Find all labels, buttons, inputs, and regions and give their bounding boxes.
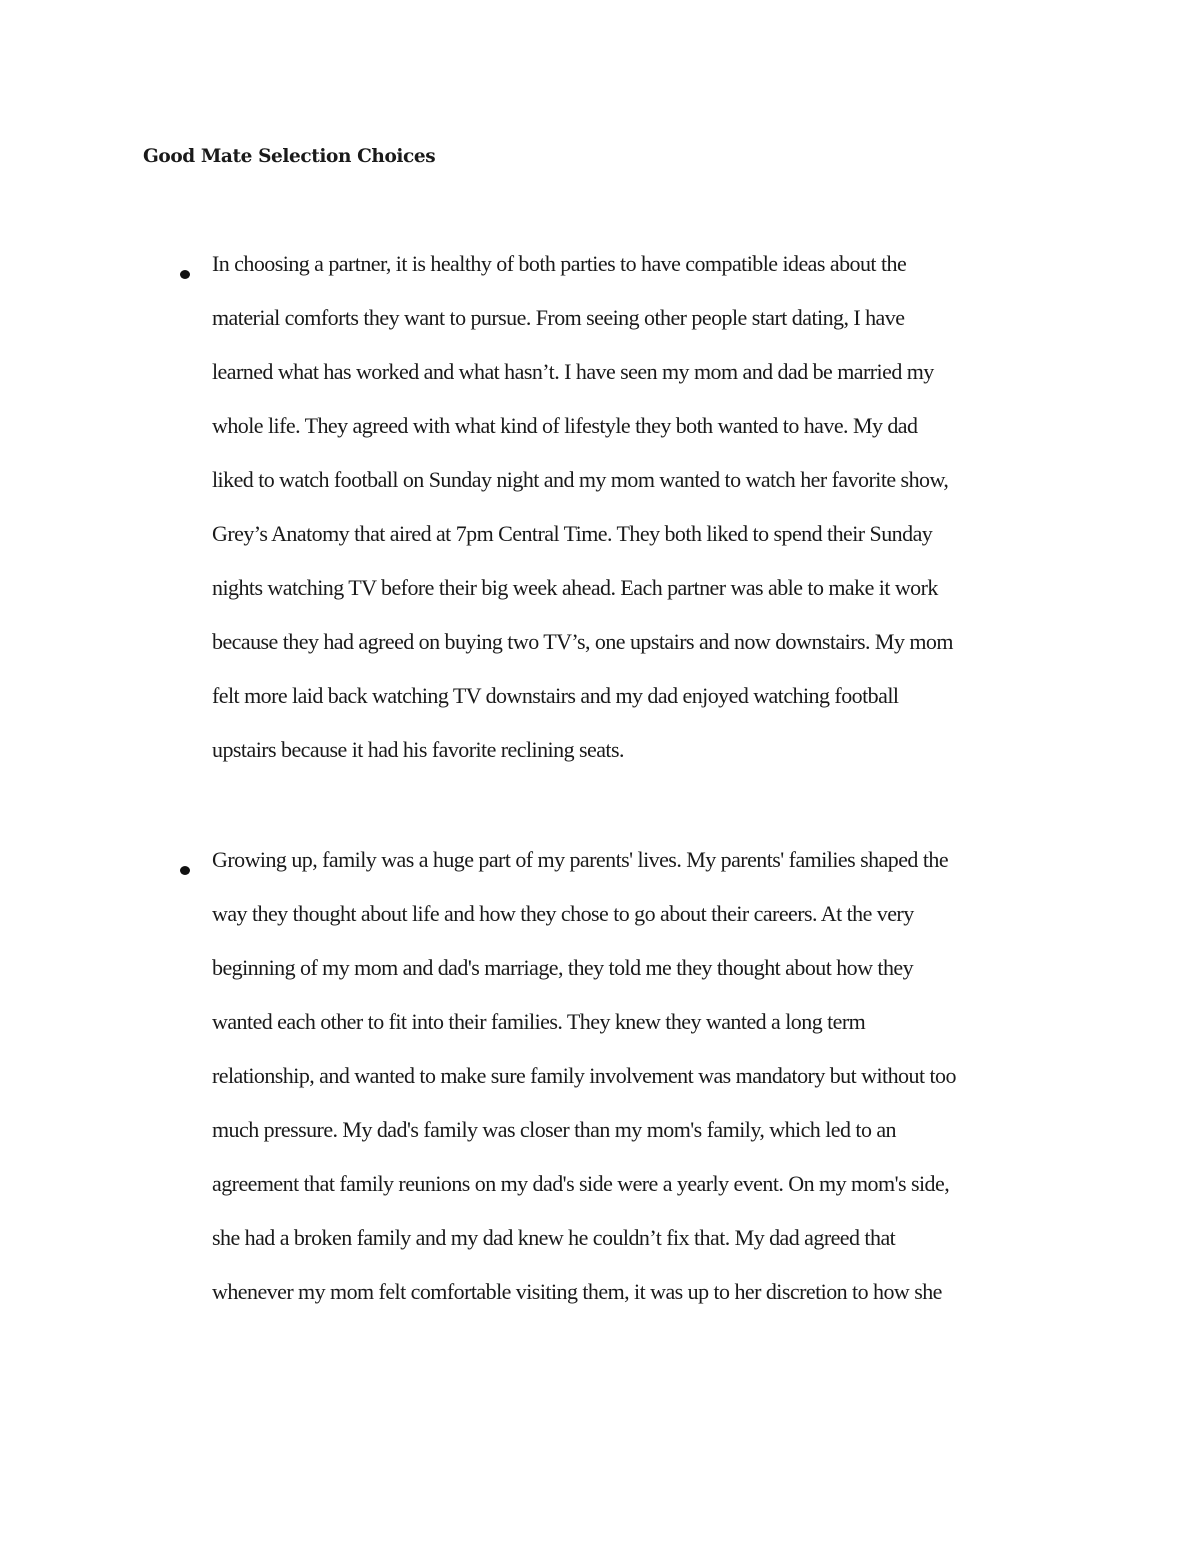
text-line: way they thought about life and how they chose to go about their careers. At the very [212, 901, 914, 926]
text-line: liked to watch football on Sunday night and my mom wanted to watch her favorite show, [212, 467, 949, 492]
text-line: whenever my mom felt comfortable visiting them, it was up to her discretion to how she [212, 1279, 942, 1304]
text-line: much pressure. My dad's family was closer than my mom's family, which led to an [212, 1117, 897, 1142]
text-line: agreement that family reunions on my dad's side were a yearly event. On my mom's side, [212, 1171, 950, 1196]
bullet-icon [180, 270, 190, 279]
text-line: felt more laid back watching TV downstairs and my dad enjoyed watching football [212, 683, 899, 708]
text-line: nights watching TV before their big week ahead. Each partner was able to make it work [212, 575, 938, 600]
text-line: In choosing a partner, it is healthy of both parties to have compatible ideas about the [212, 251, 907, 276]
text-line: whole life. They agreed with what kind of lifestyle they both wanted to have. My dad [212, 413, 918, 438]
text-line: wanted each other to fit into their families. They knew they wanted a long term [212, 1009, 866, 1034]
text-line: upstairs because it had his favorite reclining seats. [212, 737, 624, 762]
document-title: Good Mate Selection Choices [143, 146, 436, 167]
text-line: Growing up, family was a huge part of my parents' lives. My parents' families shaped the [212, 847, 949, 872]
text-line: because they had agreed on buying two TV’s, one upstairs and now downstairs. My mom [212, 629, 953, 654]
text-line: learned what has worked and what hasn’t. I have seen my mom and dad be married my [212, 359, 934, 384]
bullet-icon [180, 866, 190, 875]
text-line: Grey’s Anatomy that aired at 7pm Central Time. They both liked to spend their Sunday [212, 521, 933, 546]
text-line: relationship, and wanted to make sure family involvement was mandatory but without too [212, 1063, 956, 1088]
text-line: beginning of my mom and dad's marriage, they told me they thought about how they [212, 955, 914, 980]
text-line: material comforts they want to pursue. From seeing other people start dating, I have [212, 305, 905, 330]
text-line: she had a broken family and my dad knew he couldn’t fix that. My dad agreed that [212, 1225, 896, 1250]
